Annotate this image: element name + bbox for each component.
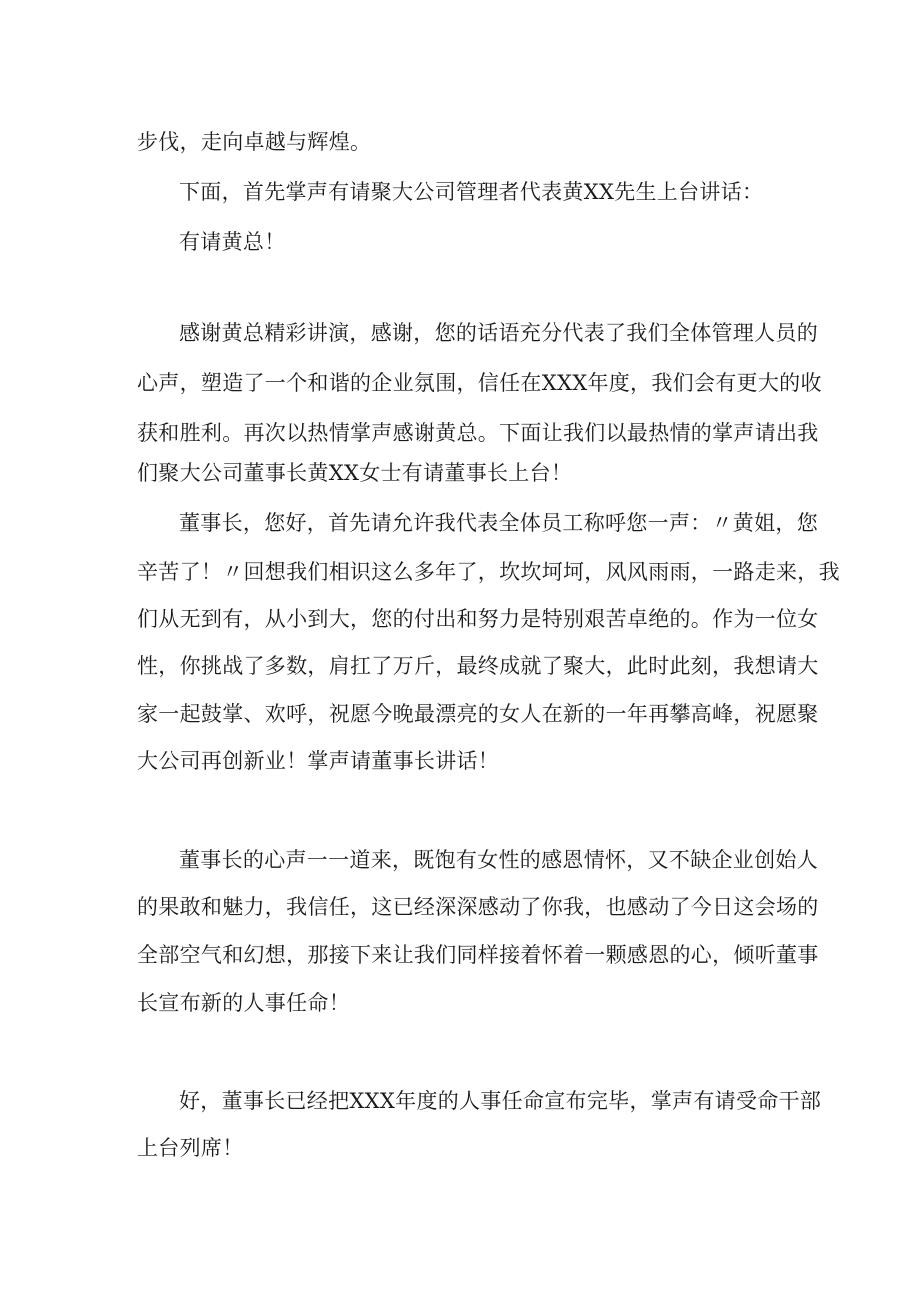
text-line: 董事长的心声一一道来，既饱有女性的感恩情怀，又不缺企业创始人	[179, 848, 818, 872]
text-line: 心声，塑造了一个和谐的企业氛围，信任在XXX年度，我们会有更大的收	[137, 371, 822, 395]
text-line: 家一起鼓掌、欢呼，祝愿今晚最漂亮的女人在新的一年再攀高峰，祝愿聚	[137, 702, 819, 726]
text-line: 的果敢和魅力，我信任，这已经深深感动了你我，也感动了今日这会场的	[137, 895, 819, 919]
text-line: 上台列席！	[137, 1136, 244, 1160]
text-line: 全部空气和幻想，那接下来让我们同样接着怀着一颗感恩的心，倾听董事	[137, 943, 819, 967]
text-line: 大公司再创新业！掌声请董事长讲话！	[137, 749, 500, 773]
text-line: 好，董事长已经把XXX年度的人事任命宣布完毕，掌声有请受命干部	[179, 1089, 822, 1113]
text-line: 董事长，您好，首先请允许我代表全体员工称呼您一声：〃黄姐，您	[179, 511, 818, 535]
text-line: 长宣布新的人事任命！	[137, 991, 350, 1015]
text-line: 们聚大公司董事长黄XX女士有请董事长上台！	[137, 461, 573, 485]
text-line: 有请黄总！	[179, 230, 286, 254]
text-line: 们从无到有，从小到大，您的付出和努力是特别艰苦卓绝的。作为一位女	[137, 607, 819, 631]
text-line: 性，你挑战了多数，肩扛了万斤，最终成就了聚大，此时此刻，我想请大	[137, 654, 819, 678]
text-line: 获和胜利。再次以热情掌声感谢黄总。下面让我们以最热情的掌声请出我	[137, 421, 819, 445]
text-line: 下面，首先掌声有请聚大公司管理者代表黄XX先生上台讲话：	[179, 180, 764, 204]
text-line: 步伐，走向卓越与辉煌。	[137, 130, 372, 154]
text-line: 辛苦了！〃回想我们相识这么多年了，坎坎坷坷，风风雨雨，一路走来，我	[137, 560, 840, 584]
text-line: 感谢黄总精彩讲演，感谢，您的话语充分代表了我们全体管理人员的	[179, 321, 818, 345]
